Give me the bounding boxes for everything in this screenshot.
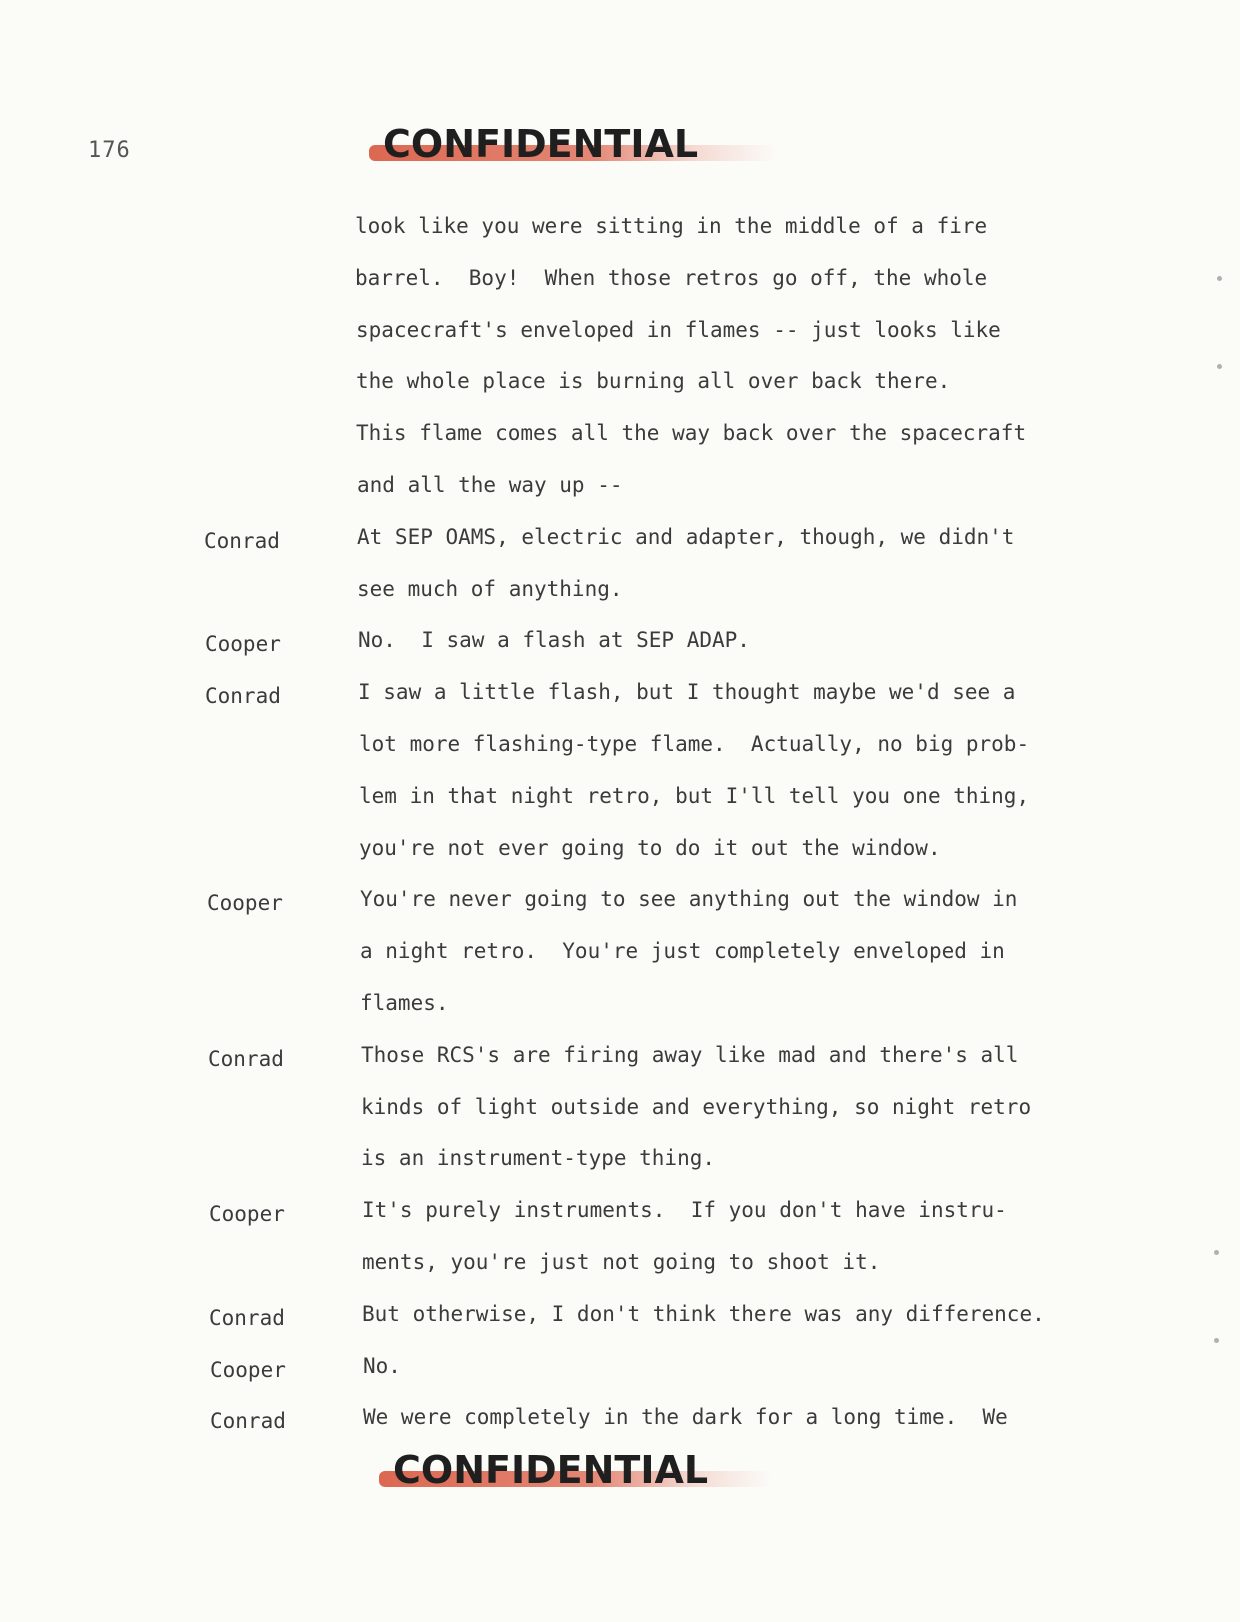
- transcript-line: flames.: [360, 991, 449, 1015]
- speaker-label: Conrad: [210, 1409, 286, 1433]
- transcript-line: You're never going to see anything out the window in: [360, 887, 1018, 911]
- margin-speck: [1217, 364, 1222, 369]
- transcript-line: see much of anything.: [357, 577, 623, 601]
- margin-speck: [1214, 1338, 1219, 1343]
- transcript-line: and all the way up --: [357, 473, 623, 497]
- speaker-label: Cooper: [205, 632, 281, 656]
- speaker-label: Conrad: [209, 1306, 285, 1330]
- transcript-line: look like you were sitting in the middle of a fire: [355, 214, 988, 238]
- speaker-label: Cooper: [209, 1202, 285, 1226]
- transcript-line: the whole place is burning all over back there.: [356, 369, 951, 393]
- transcript-line: lem in that night retro, but I'll tell you one thing,: [359, 784, 1030, 808]
- transcript-line: kinds of light outside and everything, so night retro: [361, 1095, 1032, 1119]
- transcript-line: It's purely instruments. If you don't have instru-: [362, 1198, 1007, 1222]
- speaker-label: Conrad: [208, 1047, 284, 1071]
- confidential-stamp-top: CONFIDENTIAL: [375, 122, 706, 166]
- transcript-line: is an instrument-type thing.: [361, 1146, 716, 1170]
- confidential-stamp-bottom: CONFIDENTIAL: [385, 1448, 716, 1492]
- transcript-line: Those RCS's are firing away like mad and there's all: [361, 1043, 1019, 1067]
- transcript-line: At SEP OAMS, electric and adapter, though, we didn't: [357, 525, 1015, 549]
- transcript-line: a night retro. You're just completely enveloped in: [360, 939, 1005, 963]
- speaker-label: Conrad: [204, 529, 280, 553]
- transcript-line: lot more flashing-type flame. Actually, no big prob-: [359, 732, 1030, 756]
- transcript-line: No. I saw a flash at SEP ADAP.: [358, 628, 750, 652]
- transcript-line: spacecraft's enveloped in flames -- just looks like: [356, 318, 1001, 342]
- transcript-line: We were completely in the dark for a long time. We: [363, 1405, 1008, 1429]
- speaker-label: Conrad: [205, 684, 281, 708]
- transcript-line: barrel. Boy! When those retros go off, the whole: [355, 266, 988, 290]
- transcript-line: This flame comes all the way back over the spacecraft: [356, 421, 1027, 445]
- transcript-line: you're not ever going to do it out the window.: [359, 836, 941, 860]
- margin-speck: [1214, 1250, 1219, 1255]
- transcript-line: No.: [363, 1354, 401, 1378]
- transcript-line: I saw a little flash, but I thought maybe we'd see a: [358, 680, 1016, 704]
- speaker-label: Cooper: [207, 891, 283, 915]
- page-number: 176: [88, 138, 131, 163]
- speaker-label: Cooper: [210, 1358, 286, 1382]
- margin-speck: [1217, 276, 1222, 281]
- transcript-line: ments, you're just not going to shoot it.: [362, 1250, 881, 1274]
- transcript-line: But otherwise, I don't think there was any difference.: [362, 1302, 1045, 1326]
